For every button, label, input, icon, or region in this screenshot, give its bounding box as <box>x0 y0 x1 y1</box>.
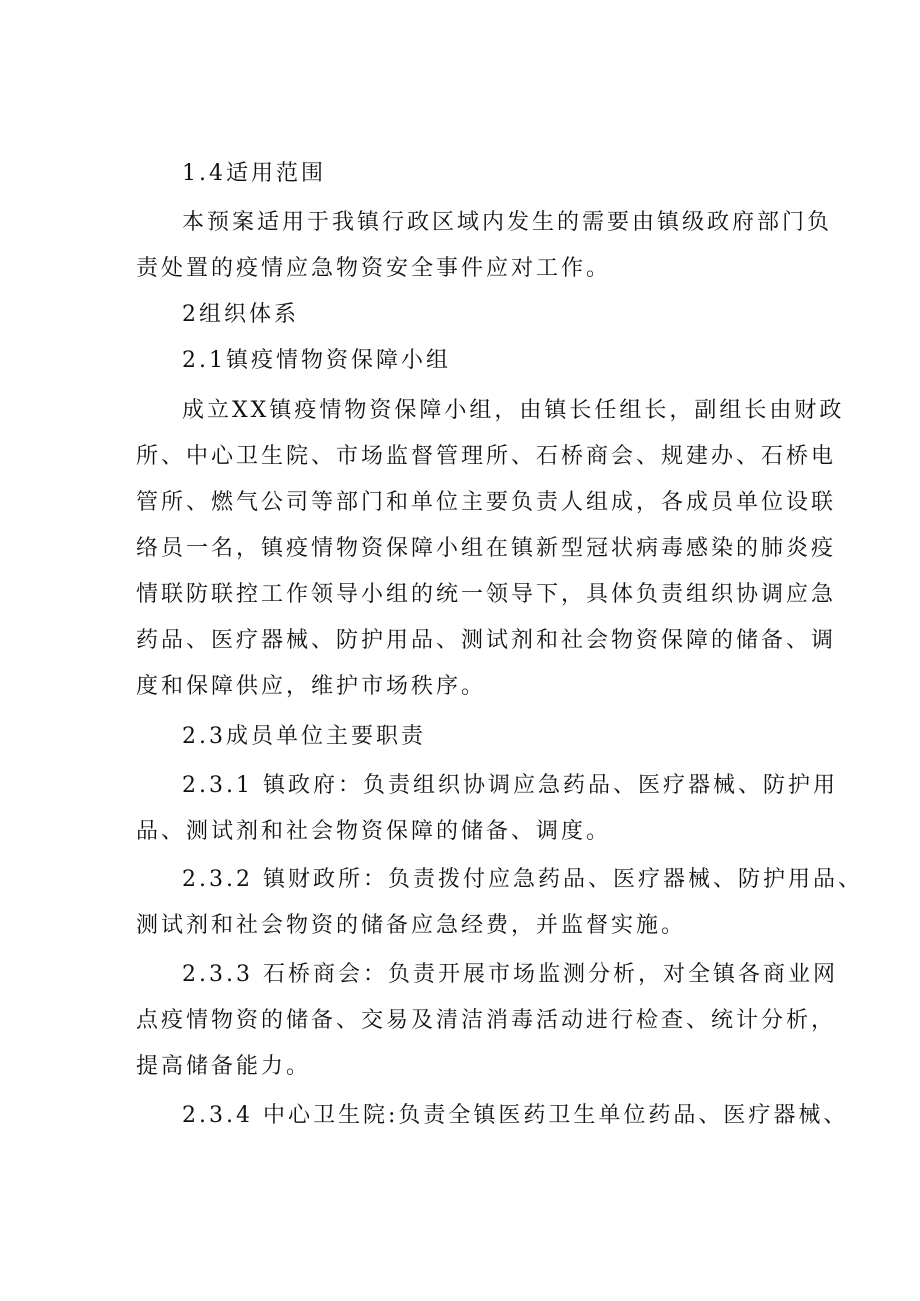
s2-heading-line-1: 2组织体系 <box>182 302 299 327</box>
s1-4-heading-line-1: 1.4适用范围 <box>182 161 326 186</box>
s2-1-para-line-6: 药品、医疗器械、防护用品、测试剂和社会物资保障的储备、调 <box>136 628 837 653</box>
s2-3-heading-line-1: 2.3成员单位主要职责 <box>182 724 426 749</box>
s1-4-para-line-1: 本预案适用于我镇行政区域内发生的需要由镇级政府部门负 <box>182 210 833 235</box>
s2-1-para-line-4: 络员一名，镇疫情物资保障小组在镇新型冠状病毒感染的肺炎疫 <box>136 536 837 561</box>
s2-1-para-line-5: 情联防联控工作领导小组的统一领导下，具体负责组织协调应急 <box>136 582 837 607</box>
s2-3-2-line-2: 测试剂和社会物资的储备应急经费，并监督实施。 <box>136 913 687 938</box>
s2-3-4-line-1: 2.3.4 中心卫生院:负责全镇医药卫生单位药品、医疗器械、 <box>182 1103 849 1128</box>
s1-4-para-line-2: 责处置的疫情应急物资安全事件应对工作。 <box>136 256 612 281</box>
s2-1-para-line-1: 成立XX镇疫情物资保障小组，由镇长任组长，副组长由财政 <box>182 398 845 423</box>
s2-3-2-line-1: 2.3.2 镇财政所：负责拨付应急药品、医疗器械、防护用品、 <box>182 867 863 892</box>
s2-3-3-line-1: 2.3.3 石桥商会：负责开展市场监测分析，对全镇各商业网 <box>182 962 838 987</box>
s2-3-3-line-3: 提高储备能力。 <box>136 1054 312 1079</box>
s2-3-3-line-2: 点疫情物资的储备、交易及清洁消毒活动进行检查、统计分析， <box>136 1008 837 1033</box>
s2-3-1-line-1: 2.3.1 镇政府：负责组织协调应急药品、医疗器械、防护用 <box>182 773 838 798</box>
s2-1-para-line-3: 管所、燃气公司等部门和单位主要负责人组成，各成员单位设联 <box>136 490 837 515</box>
s2-1-para-line-7: 度和保障供应，维护市场秩序。 <box>136 674 487 699</box>
s2-1-para-line-2: 所、中心卫生院、市场监督管理所、石桥商会、规建办、石桥电 <box>136 444 837 469</box>
s2-3-1-line-2: 品、测试剂和社会物资保障的储备、调度。 <box>136 819 612 844</box>
s2-1-heading-line-1: 2.1镇疫情物资保障小组 <box>182 348 451 373</box>
